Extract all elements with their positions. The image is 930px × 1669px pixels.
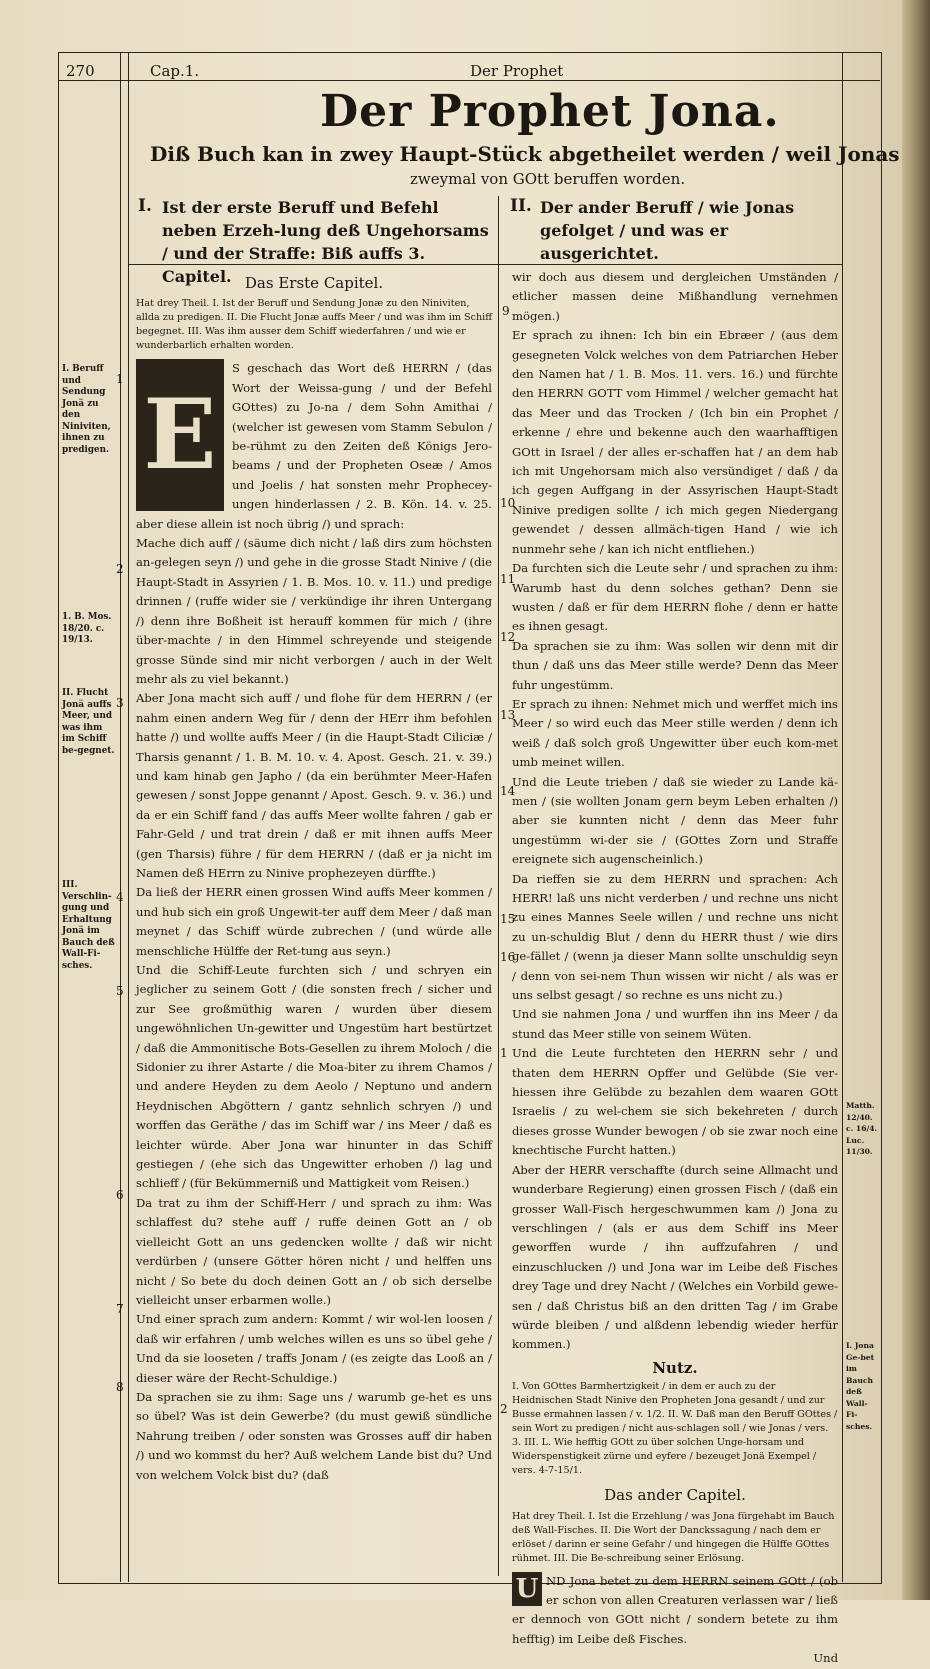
verse-number: 16 [500, 950, 516, 964]
decorated-initial-small: U [512, 1572, 542, 1606]
verse-6: Da trat zu ihm der Schiff-Herr / und sprach zu ihm: Was schlaffest du? stehe auff / ruffe deinen Gott an / ob vielleicht Gott an uns gedencken wollte / daß wir nicht verdürben / (unsere Götter hören nicht / und helffen uns nicht / So bete du doch deinen Gott an / ob sich derselbe vielleicht unser erbarmen wolle.) [136, 1195, 492, 1307]
right-margin-note-2: I. Jona Ge-bet im Bauch deß Wall-Fi-sches. [846, 1341, 875, 1431]
verse-15: Und sie nahmen Jona / und wurffen ihn ins Meer / da stund das Meer stille von seinem Wüten. [512, 1007, 838, 1041]
verse-2: Mache dich auff / (säume dich nicht / laß dirs zum höchsten an-gelegen seyn /) und gehe in die grosse Stadt Ninive / (die Haupt-Stadt in Assyrien / 1. B. Mos. 10. v. 11.) und predige drinnen / (ruffe wider sie / verkündige ihr ihren Untergang /) denn ihre Boßheit ist herauff kommen für mich / (ihre über-machte / in den Himmel schreyende und steigende grosse Sünde sind mir nicht verborgen / auch in der Welt mehr als zu viel bekannt.) [136, 536, 492, 686]
page-number: 270 [66, 62, 95, 80]
chapter-summary: Hat drey Theil. I. Ist der Beruff und Sendung Jonæ zu den Niniviten, allda zu predigen. II. Die Flucht Jonæ auffs Meer / und was ihm im Schiff begegnet. III. Was ihm ausser dem Schiff wiederfahren / und wie er wunderbarlich erhalten worden. [136, 298, 493, 352]
verse-14: Da rieffen sie zu dem HERRN und sprachen: Ach HERR! laß uns nicht verderben / und rechne uns nicht zu eines Mannes Seele willen / und rechne uns nicht zu un-schuldig Blut / denn du HERR thust / wie dirs ge-fället / (wenn ja dieser Mann sollte unschuldig seyn / denn von sei-nem Thun wissen wir nicht / als was er uns selbst gesagt / so rechne es uns nicht zu.) [512, 871, 838, 1003]
chapter-two-heading: Das ander Capitel. [604, 1486, 746, 1505]
margin-note-4: III. Verschlin-gung und Erhaltung Jonä im Bauch deß Wall-Fi-sches. [62, 880, 115, 971]
verse-16: Und die Leute furchteten den HERRN sehr / und thaten dem HERRN Opffer und Gelübde (Sie ver-hiessen ihre Gelübde zu bezahlen dem waaren GOtt Israelis / zu wel-chem sie sich bekehreten / durch dieses grosse Wunder bewogen / ob sie zwar noch eine knechtische Furcht hatten.) [512, 1046, 838, 1158]
verse-number: 5 [116, 984, 124, 998]
verse-number: 7 [116, 1302, 124, 1316]
header-rule [58, 80, 880, 81]
verse-11: Da sprachen sie zu ihm: Was sollen wir denn mit dir thun / daß uns das Meer stille werde? Denn das Meer fuhr ungestümm. [512, 638, 838, 692]
margin-note-2: 1. B. Mos. 18/20. c. 19/13. [62, 612, 112, 645]
verse-number: 2 [116, 562, 124, 576]
margin-note-3: II. Flucht Jonä auffs Meer, und was ihm im Schiff be-gegnet. [62, 688, 115, 756]
part-one-text: Ist der erste Beruff und Befehl neben Erzeh-lung deß Ungehorsams / und der Straffe: Biß auffs 3. Capitel. [162, 198, 489, 286]
verse-number: 12 [500, 630, 516, 644]
verse-17: Aber der HERR verschaffte (durch seine Allmacht und wunderbare Regierung) einen grossen Fisch / (daß ein grosser Wall-Fisch hergeschwummen kam /) Jona zu verschlingen / (als er aus dem Schiff ins Meer geworffen wurde / ihn auffzufahren / und einzuschlucken /) und Jona war im Leibe deß Fisches drey Tage und drey Nacht / (Welches ein Vorbild gewe-sen / daß Christus biß an den dritten Tag / im Grabe würde bleiben / und alßdenn lebendig wieder herfür kommen.) [512, 1162, 838, 1352]
chapter-heading: Das Erste Capitel. [244, 274, 384, 292]
margin-rule-right [842, 52, 843, 1582]
verse-1 [136, 359, 492, 534]
verse-3: Aber Jona macht sich auff / und flohe für dem HERRN / (er nahm einen andern Weg für / denn der HErr ihm befohlen hatte /) und wollte auffs Meer / (in die Haupt-Stadt Ciliciæ / Tharsis genannt / 1. B. M. 10. v. 4. Apost. Gesch. 21. v. 39.) und kam hinab gen Japho / (da ein berühmter Meer-Hafen gewesen / sonst Joppe genannt / Apost. Gesch. 9. v. 36.) und da er ein Schiff fand / das auffs Meer wollte fahren / gab er Fahr-Geld / und trat drein / daß er mit ihnen auffs Meer (gen Tharsis) führe / für dem HERRN / (daß er ja nicht im Namen deß HErrn zu Ninive prophezeyen dürffte.) [136, 691, 492, 880]
nutz-text: I. Von GOttes Barmhertzigkeit / in dem er auch zu der Heidnischen Stadt Ninive den Propheten Jona gesandt / und zur Busse ermahnen lassen / v. 1/2. II. W. Daß man den Beruff GOttes / sein Wort zu predigen / nicht aus-schlagen soll / wie Jonas / vers. 3. III. L. Wie hefftig GOtt zu über solchen Unge-horsam und Widerspenstigkeit zürne und eyfere / bezeuget Jonä Exempel / vers. 4-7-15/1. [512, 1381, 838, 1477]
verse-8-continued: wir doch aus diesem und dergleichen Umständen / etlicher massen deine Mißhandlung vernehmen mögen.) [512, 270, 838, 323]
verse-number: 3 [116, 696, 124, 710]
verse-number: 11 [500, 572, 516, 586]
chapter-two-summary: Hat drey Theil. I. Ist die Erzehlung / was Jona fürgehabt im Bauch deß Wall-Fisches. II. Die Wort der Danckssagung / nach dem er erlöset / darinn er seine Gefahr / und hingegen die Hülffe GOttes rühmet. III. Die Be-schreibung seiner Erlösung. [512, 1510, 835, 1564]
verse-number: 6 [116, 1188, 124, 1202]
verse-10: Da furchten sich die Leute sehr / und sprachen zu ihm: Warumb hast du denn solches gethan? Denn sie wusten / daß er für dem HERRN flohe / denn er hatte es ihnen gesagt. [512, 561, 838, 634]
verse-number: 2 [500, 1402, 508, 1416]
verse-number: 14 [500, 784, 516, 798]
margin-rule-left-inner [128, 52, 129, 1582]
verse-7: Und einer sprach zum andern: Kommt / wir wol-len loosen / daß wir erfahren / umb welches willen es uns so übel gehe / Und da sie looseten / traffs Jonam / (es zeigte das Looß an / dieser wäre der Recht-Schuldige.) [136, 1312, 492, 1385]
verse-1-text: S geschach das Wort deß HERRN / (das Wort der Weissa-gung / und der Befehl GOttes) zu Jo-na / dem Sohn Amithai / (welcher ist gewesen vom Stamm Sebulon / be-rühmt zu den Zeiten deß Königs Jero-beams / und der Propheten Oseæ / Amos und Joelis / hat sonsten mehr Prophecey-ungen hinderlassen / 2. B. Kön. 14. v. 25. aber diese allein ist noch übrig /) und sprach: [136, 361, 492, 531]
chapter-label: Cap.1. [150, 62, 200, 80]
subtitle: Diß Buch kan in zwey Haupt-Stück abgetheilet werden / weil Jonas [150, 142, 900, 166]
margin-rule-left [120, 52, 121, 1582]
running-title: Der Prophet [470, 62, 564, 80]
margin-note-1: I. Beruff und Sendung Jonä zu den Niniviten, ihnen zu predigen. [62, 364, 111, 455]
verse-12: Er sprach zu ihnen: Nehmet mich und werffet mich ins Meer / so wird euch das Meer stille werden / denn ich weiß / daß solch groß Ungewitter über euch kom-met umb meinet willen. [512, 696, 838, 770]
verse-8: Da sprachen sie zu ihm: Sage uns / warumb ge-het es uns so übel? Was ist dein Gewerbe? (du must gewiß sündliche Nahrung treiben / oder sonsten was Grosses auff dir haben /) und wo kommst du her? Auß welchem Lande bist du? Und von welchem Volck bist du? (daß [136, 1389, 492, 1482]
right-margin-note: Matth. 12/40. c. 16/4. Luc. 11/30. [846, 1101, 878, 1156]
book-gutter [902, 0, 930, 1600]
right-column [512, 268, 838, 1669]
verse-9: Er sprach zu ihnen: Ich bin ein Ebræer / (aus dem gesegneten Volck welches von dem Patriarchen Heber den Namen hat / 1. B. Mos. 11. vers. 16.) und fürchte den HERRN GOTT vom Himmel / welcher gemacht hat das Meer und das Trocken / (Ich bin ein Prophet / erkenne / ehre und bekenne auch den waarhafftigen GOtt in Israel / der alles er-schaffen hat / an dem hab ich mit Ungehorsam mich also versündiget / daß / da ich gegen Auffgang in der Assyrischen Haupt-Stadt Ninive predigen sollte / ich mich gegen Niedergang gewendet / dessen allmäch-tigen Hand / wie ich nunmehr sehe / kan ich nicht entfliehen.) [512, 328, 838, 556]
page-title: Der Prophet Jona. [320, 86, 780, 137]
chapter-two-verse-1 [512, 1572, 838, 1650]
verse-number: 15 [500, 912, 516, 926]
verse-number: 10 [500, 496, 516, 510]
verse-number: 9 [502, 304, 510, 318]
verse-number: 4 [116, 890, 124, 904]
subtitle-continued: zweymal von GOtt beruffen worden. [410, 170, 686, 188]
verse-5: Und die Schiff-Leute furchten sich / und schryen ein jeglicher zu seinem Gott / (die sonsten frech / sicher und zur See großmüthig waren / wurden über diesem ungewöhnlichen Un-gewitter und Ungestüm hart bestürtzet / daß die Ammonitische Bots-Gesellen zu ihrem Moloch / die Sidonier zu ihrer Astarte / die Moa-biter zu ihrem Chamos / und andere Heyden zu dem Aeolo / Neptuno und andern Heydnischen Abgöttern / gantz sehnlich schryen /) und worffen das Geräthe / das im Schiff war / ins Meer / daß es leichter würde. Aber Jona war hinunter in das Schiff gestiegen / (ehe sich das Ungewitter erhoben /) lag und schlieff / (für Bekümmerniß und Mattigkeit vom Reisen.) [136, 963, 492, 1191]
part-one-number: I. [138, 196, 152, 216]
verse-number: 13 [500, 708, 516, 722]
nutz-heading: Nutz. [652, 1358, 698, 1377]
verse-number: 8 [116, 1380, 124, 1394]
chapter-two-verse-1-text: ND Jona betet zu dem HERRN seinem GOtt / (ob er schon von allen Creaturen verlassen war / ließ er dennoch von GOtt nicht / sondern betete zu ihm hefftig) im Leibe deß Fisches. [512, 1573, 838, 1646]
part-two-text: Der ander Beruff / wie Jonas gefolget / und was er ausgerichtet. [540, 198, 795, 263]
verse-number: 1 [116, 372, 124, 386]
verse-4: Da ließ der HERR einen grossen Wind auffs Meer kommen / und hub sich ein groß Ungewit-ter auff dem Meer / daß man meynet / das Schiff würde zubrechen / (und würde alle menschliche Hülffe der Ret-tung aus seyn.) [136, 885, 492, 958]
verse-number: 1 [500, 1046, 508, 1060]
catchword: Und [813, 1651, 838, 1666]
column-rule [498, 196, 499, 1576]
verse-13: Und die Leute trieben / daß sie wieder zu Lande kä-men / (sie wollten Jonam gern beym Leben erhalten /) aber sie kunnten nicht / denn das Meer fuhr ungestümm wi-der sie / (GOttes Zorn und Straffe ereignete sich augenscheinlich.) [512, 774, 838, 867]
part-two-number: II. [510, 196, 532, 216]
decorated-initial: E [136, 359, 224, 511]
left-column [136, 274, 492, 1485]
